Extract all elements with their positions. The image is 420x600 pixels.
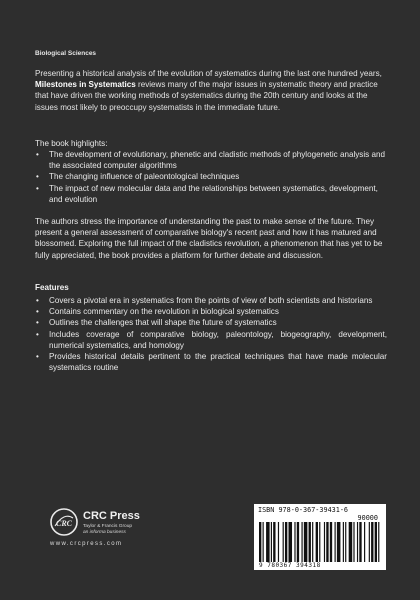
barcode-bar	[349, 522, 353, 562]
barcode-bar	[259, 522, 261, 562]
barcode-bar	[359, 522, 361, 562]
highlights-list	[35, 149, 387, 205]
barcode-bar	[278, 522, 279, 562]
intro-paragraph	[35, 68, 387, 113]
feature-item: • Provides historical details pertinent to the practical techniques that have made molecular systematics routine	[35, 351, 387, 373]
barcode-bar	[357, 522, 358, 562]
barcode-bar	[319, 522, 320, 562]
barcode-bar	[297, 522, 299, 562]
isbn-label: ISBN 978-0-367-39431-6	[258, 506, 349, 514]
isbn-barcode	[254, 504, 386, 570]
subject-category: Biological Sciences	[35, 50, 97, 57]
publisher-name: CRC Press	[83, 510, 140, 522]
barcode-bar	[343, 522, 344, 562]
barcode-bar	[369, 522, 370, 562]
barcode-bars	[259, 522, 381, 562]
barcode-bar	[304, 522, 308, 562]
feature-item: • Contains commentary on the revolution in biological systematics	[35, 306, 387, 317]
barcode-bar	[335, 522, 336, 562]
barcode-bar	[289, 522, 293, 562]
barcode-bar	[283, 522, 284, 562]
barcode-bar	[353, 522, 354, 562]
logo-text: CRC	[55, 519, 73, 528]
barcode-bar	[378, 522, 379, 562]
barcode-bar	[345, 522, 346, 562]
barcode-bar	[337, 522, 341, 562]
feature-item: • Covers a pivotal era in systematics from the points of view of both scientists and historians	[35, 295, 387, 306]
feature-item: • Outlines the challenges that will shape the future of systematics	[35, 317, 387, 328]
barcode-bar	[285, 522, 287, 562]
highlights-heading: The book highlights:	[35, 139, 108, 148]
barcode-bar	[326, 522, 328, 562]
features-heading: Features	[35, 283, 69, 292]
barcode-bar	[316, 522, 318, 562]
barcode-bar	[309, 522, 311, 562]
barcode-bar	[273, 522, 275, 562]
barcode-bar	[330, 522, 332, 562]
highlight-item: • The changing influence of paleontological techniques	[35, 171, 387, 182]
price-code: 90000	[357, 514, 378, 522]
highlight-item: • The impact of new molecular data and the relationships between systematics, development, and evolution	[35, 183, 387, 205]
highlight-item: • The development of evolutionary, phenetic and cladistic methods of phylogenetic analysis and the associated computer algorithms	[35, 149, 387, 171]
intro-text-before: Presenting a historical analysis of the evolution of systematics during the last one hundred years,	[35, 69, 382, 78]
intro-text-after: reviews many of the major issues in systematic theory and practice that have driven the working methods of systematics during the 20th century and looks at the issues most likely to preoccupy systematists in the immediate future.	[35, 80, 378, 112]
barcode-bar	[294, 522, 295, 562]
barcode-bar	[271, 522, 272, 562]
barcode-bar	[375, 522, 377, 562]
publisher-url[interactable]: www.crcpress.com	[50, 541, 123, 547]
barcode-bar	[371, 522, 373, 562]
publisher-group: Taylor & Francis Group	[83, 524, 133, 529]
barcode-number: 9 780367 394318	[259, 562, 321, 569]
barcode-bar	[364, 522, 365, 562]
barcode-bar	[324, 522, 325, 562]
barcode-bar	[301, 522, 302, 562]
crc-logo-icon	[50, 508, 78, 536]
publisher-business: an informa business	[83, 530, 126, 535]
feature-item: • Includes coverage of comparative biology, paleontology, biogeography, development, numerical systematics, and homology	[35, 329, 387, 351]
barcode-bar	[312, 522, 313, 562]
features-list	[35, 295, 387, 373]
barcode-bar	[266, 522, 270, 562]
book-title: Milestones in Systematics	[35, 80, 136, 90]
barcode-bar	[263, 522, 264, 562]
summary-paragraph: The authors stress the importance of understanding the past to make sense of the future. They present a general assessment of comparative biology's recent past and how it has matured and blossomed. Exploring the full impact of the cladistics revolution, a phenomenon that has yet to be fully appreciated, the book provides a platform for further debate and discussion.	[35, 217, 383, 260]
